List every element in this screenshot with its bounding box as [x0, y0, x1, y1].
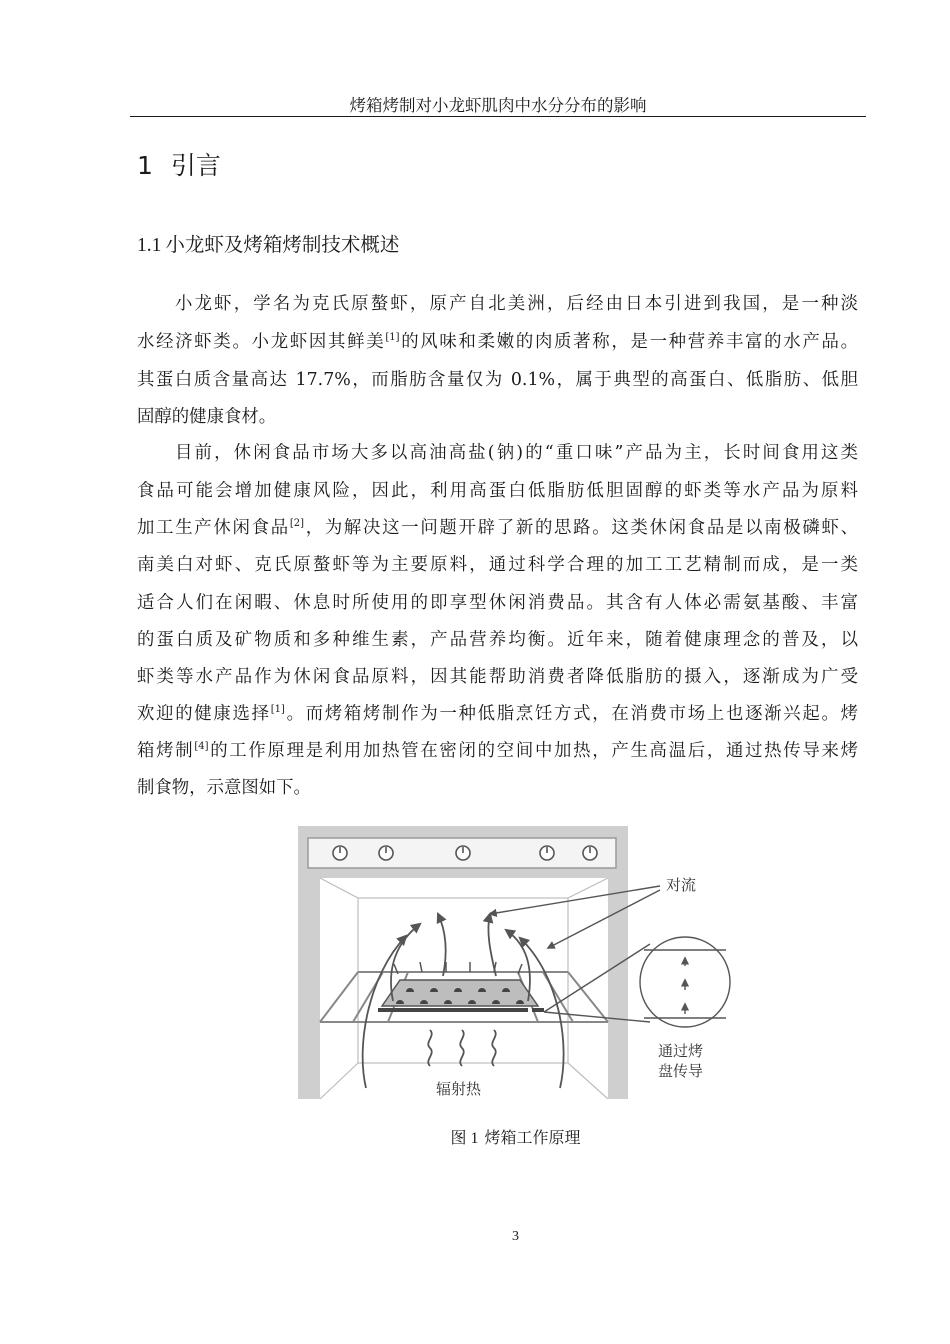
paragraph-2-line-4: 南美白对虾、克氏原螯虾等为主要原料，通过科学合理的加工工艺精制而成，是一类	[137, 555, 858, 575]
figure-caption-text: 烤箱工作原理	[484, 1128, 581, 1147]
conduction-label-line-1: 通过烤	[658, 1042, 704, 1060]
conduction-label-line-2: 盘传导	[658, 1062, 704, 1080]
paragraph-text: 的风味和柔嫩的肉质著称，是一种营养丰富的水产品。	[399, 332, 858, 352]
paragraph-2-line-5: 适合人们在闲暇、休息时所使用的即享型休闲消费品。其含有人体必需氨基酸、丰富	[137, 593, 858, 613]
convection-label: 对流	[666, 876, 697, 894]
baking-tray	[382, 980, 538, 1006]
paragraph-1-line-2	[137, 331, 858, 353]
running-header: 烤箱烤制对小龙虾肌肉中水分分布的影响	[349, 96, 647, 115]
paragraph-text: 水经济虾类。小龙虾因其鲜美	[137, 332, 386, 352]
paragraph-text: ，为解决这一问题开辟了新的思路。这类休闲食品是以南极磷虾、	[304, 518, 858, 538]
paragraph-text: 加工生产休闲食品	[137, 518, 290, 538]
header-rule	[130, 116, 866, 117]
subsection-number: 1.1	[137, 235, 162, 256]
page-number: 3	[512, 1229, 519, 1244]
subsection-title: 小龙虾及烤箱烤制技术概述	[165, 233, 400, 256]
paragraph-2-line-7: 虾类等水产品作为休闲食品原料，因其能帮助消费者降低脂肪的摄入，逐渐成为广受	[137, 667, 858, 687]
citation-ref: [2]	[289, 518, 304, 529]
oven-diagram	[298, 826, 740, 1099]
citation-ref: [4]	[194, 741, 209, 752]
paragraph-1-line-4: 固醇的健康食材。	[137, 407, 277, 427]
figure-caption	[0, 1125, 950, 1148]
paragraph-1-line-1: 小龙虾，学名为克氏原螯虾，原产自北美洲，后经由日本引进到我国，是一种淡	[175, 294, 858, 314]
tray-base	[378, 1008, 528, 1012]
paragraph-2-line-2: 食品可能会增加健康风险，因此，利用高蛋白低脂肪低胆固醇的虾类等水产品为原料	[137, 481, 858, 501]
citation-ref: [1]	[385, 332, 400, 343]
paragraph-text: 。而烤箱烤制作为一种低脂烹饪方式，在消费市场上也逐渐兴起。烤	[284, 704, 858, 724]
citation-ref: [1]	[270, 704, 285, 715]
paragraph-1-line-3: 其蛋白质含量高达 17.7%，而脂肪含量仅为 0.1%，属于典型的高蛋白、低脂肪、低胆	[137, 370, 858, 390]
section-number: 1	[137, 151, 153, 180]
paragraph-2-line-1: 目前，休闲食品市场大多以高油高盐(钠)的“重口味”产品为主，长时间食用这类	[175, 443, 858, 463]
paragraph-text: 的工作原理是利用加热管在密闭的空间中加热，产生高温后，通过热传导来烤	[208, 741, 858, 761]
section-title: 引言	[170, 151, 221, 180]
tray-base-edge	[532, 1008, 544, 1012]
figure-number: 图 1	[450, 1130, 479, 1147]
subsection-heading	[137, 229, 399, 257]
paragraph-2-line-6: 的蛋白质及矿物质和多种维生素，产品营养均衡。近年来，随着健康理念的普及，以	[137, 630, 858, 650]
paragraph-2-line-9	[137, 740, 858, 762]
paragraph-2-line-3	[137, 517, 858, 539]
radiation-label: 辐射热	[436, 1080, 482, 1098]
paragraph-2-line-8	[137, 703, 858, 725]
paragraph-text: 欢迎的健康选择	[137, 704, 271, 724]
paragraph-text: 箱烤制	[137, 741, 195, 761]
paragraph-2-line-10: 制食物，示意图如下。	[137, 778, 311, 798]
section-heading	[137, 146, 221, 182]
